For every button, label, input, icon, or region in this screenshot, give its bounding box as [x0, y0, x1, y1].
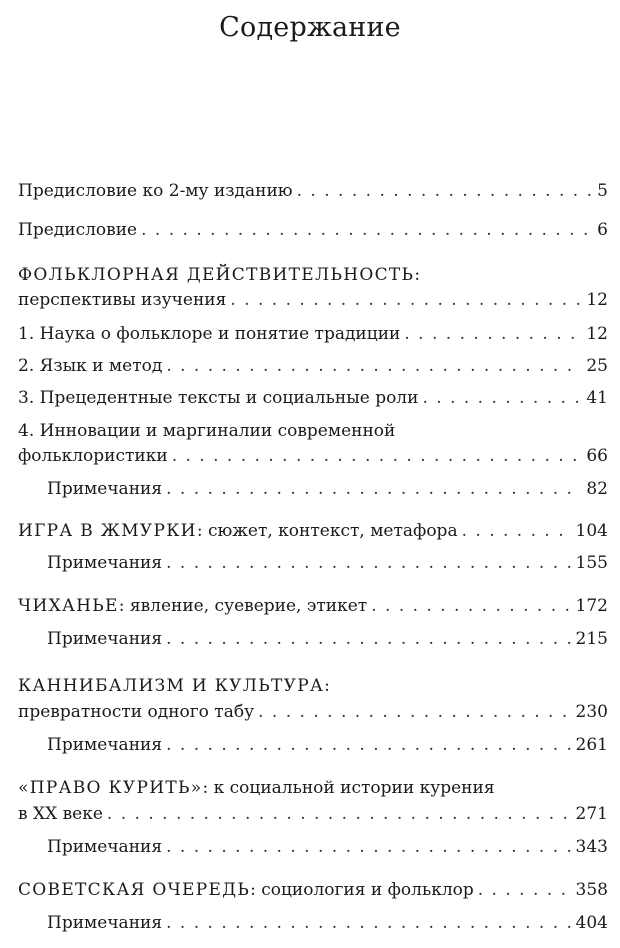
dot-leader — [166, 626, 571, 652]
dot-leader — [166, 476, 582, 502]
toc-entry-label: 1. Наука о фольклоре и понятие традиции — [18, 324, 401, 344]
toc-entry-preface-2nd-edition[interactable] — [18, 178, 608, 204]
toc-entry-precedent-texts[interactable] — [18, 385, 608, 411]
toc-page-number: 5 — [597, 181, 608, 201]
toc-page-number: 41 — [586, 388, 608, 408]
toc-entry-label: в XX веке — [18, 804, 103, 824]
toc-page-number: 404 — [575, 913, 608, 933]
toc-entry-label — [18, 593, 367, 619]
toc-entry-subtitle: : явление, суеверие, этикет — [118, 596, 368, 616]
toc-entry-label: перспективы изучения — [18, 290, 227, 310]
toc-page-number: 343 — [575, 837, 608, 857]
toc-entry-notes-folklore-reality[interactable] — [47, 476, 608, 502]
toc-section-heading-cannibalism: КАННИБАЛИЗМ И КУЛЬТУРА: — [18, 676, 332, 696]
toc-page-number: 215 — [575, 629, 608, 649]
dot-leader — [422, 385, 582, 411]
toc-entry-right-to-smoke-line1 — [18, 775, 608, 801]
toc-page-number: 66 — [586, 446, 608, 466]
toc-entry-innovations-line1: 4. Инновации и маргиналии современной — [18, 421, 396, 441]
toc-entry-caps-title: ИГРА В ЖМУРКИ — [18, 521, 197, 541]
toc-entry-label: Предисловие — [18, 220, 138, 240]
toc-entry-caps-title: ЧИХАНЬЕ — [18, 596, 119, 616]
toc-entry-notes-sneezing[interactable] — [47, 626, 608, 652]
toc-entry-folklore-reality[interactable] — [18, 287, 608, 313]
dot-leader — [478, 877, 572, 903]
toc-entry-cannibalism[interactable] — [18, 699, 608, 725]
toc-entry-label: превратности одного табу — [18, 702, 255, 722]
dot-leader — [107, 801, 572, 827]
dot-leader — [141, 217, 593, 243]
dot-leader — [172, 443, 583, 469]
toc-entry-sneezing[interactable] — [18, 593, 608, 619]
toc-page-number: 82 — [586, 479, 608, 499]
toc-entry-science-of-folklore[interactable] — [18, 321, 608, 347]
dot-leader — [404, 321, 582, 347]
toc-entry-label: Примечания — [47, 837, 163, 857]
dot-leader — [166, 550, 571, 576]
toc-entry-label: Примечания — [47, 913, 163, 933]
toc-page-number: 6 — [597, 220, 608, 240]
dot-leader — [166, 910, 571, 936]
toc-entry-right-to-smoke[interactable] — [18, 801, 608, 827]
toc-page-number: 25 — [586, 356, 608, 376]
toc-entry-label: 2. Язык и метод — [18, 356, 163, 376]
toc-entry-notes-right-to-smoke[interactable] — [47, 834, 608, 860]
toc-entry-label: Примечания — [47, 553, 163, 573]
toc-entry-label: Примечания — [47, 629, 163, 649]
toc-page-number: 230 — [575, 702, 608, 722]
toc-entry-subtitle: : сюжет, контекст, метафора — [196, 521, 458, 541]
toc-entry-label: Примечания — [47, 479, 163, 499]
toc-entry-subtitle: : социология и фольклор — [250, 880, 474, 900]
toc-entry-preface[interactable] — [18, 217, 608, 243]
dot-leader — [166, 732, 571, 758]
toc-entry-label: 3. Прецедентные тексты и социальные роли — [18, 388, 419, 408]
toc-entry-caps-title: СОВЕТСКАЯ ОЧЕРЕДЬ — [18, 880, 251, 900]
toc-entry-innovations[interactable] — [18, 443, 608, 469]
dot-leader — [166, 353, 582, 379]
toc-page-number: 261 — [575, 735, 608, 755]
dot-leader — [166, 834, 571, 860]
toc-entry-caps-title: «ПРАВО КУРИТЬ» — [18, 778, 203, 798]
toc-page-number: 172 — [575, 596, 608, 616]
toc-entry-label — [18, 518, 458, 544]
toc-page-number: 271 — [575, 804, 608, 824]
toc-entry-notes-blind-mans-buff[interactable] — [47, 550, 608, 576]
toc-entry-blind-mans-buff[interactable] — [18, 518, 608, 544]
dot-leader — [371, 593, 571, 619]
toc-entry-language-and-method[interactable] — [18, 353, 608, 379]
toc-entry-label: фольклористики — [18, 446, 168, 466]
toc-page-number: 12 — [586, 324, 608, 344]
toc-entry-soviet-queue[interactable] — [18, 877, 608, 903]
toc-page-number: 358 — [575, 880, 608, 900]
dot-leader — [230, 287, 582, 313]
dot-leader — [462, 518, 572, 544]
toc-entry-label — [18, 877, 474, 903]
toc-entry-label: Примечания — [47, 735, 163, 755]
dot-leader — [258, 699, 571, 725]
toc-entry-notes-soviet-queue[interactable] — [47, 910, 608, 936]
toc-entry-notes-cannibalism[interactable] — [47, 732, 608, 758]
toc-section-heading-folklore-reality: ФОЛЬКЛОРНАЯ ДЕЙСТВИТЕЛЬНОСТЬ: — [18, 265, 422, 285]
dot-leader — [297, 178, 594, 204]
toc-page-number: 155 — [575, 553, 608, 573]
toc-page-number: 12 — [586, 290, 608, 310]
toc-page-number: 104 — [575, 521, 608, 541]
toc-entry-subtitle: : к социальной истории курения — [202, 778, 495, 798]
toc-entry-label: Предисловие ко 2-му изданию — [18, 181, 293, 201]
page-title: Содержание — [219, 12, 401, 43]
